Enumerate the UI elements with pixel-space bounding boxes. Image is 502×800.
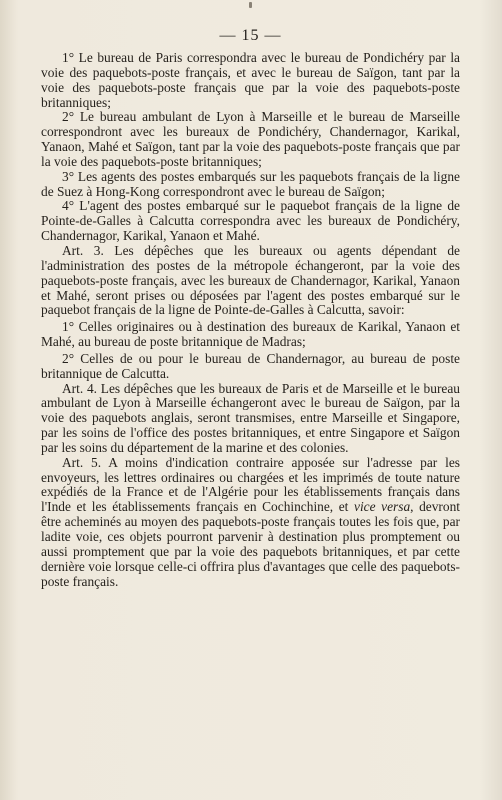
paragraph-2: 2° Le bureau ambulant de Lyon à Marseille et le bureau de Marseille correspondront avec les bureaux de Pondichéry, Chandernagor, Karikal, Yanaon, Mahé et Saïgon, tant par la voie des paquebots-poste français que par la voie des paquebots-poste britanniques; — [41, 109, 460, 169]
article-5-paragraph — [41, 456, 460, 590]
article-4-paragraph: Art. 4. Les dépêches que les bureaux de Paris et de Marseille et le bureau ambulant de Lyon à Marseille échangeront avec le bureau de Saïgon, par la voie des paquebots anglais, seront transmises, entre Marseille et Singapore, par les soins de l'office des postes britanniques, et entre Singapore et Saïgon par les soins du département de la marine et des colonies. — [41, 380, 460, 455]
article-5-text-before: Art. 5. A moins d'indication contraire apposée sur l'adresse par les envoyeurs, les lettres ordinaires ou chargées et les imprimés de toute nature expédiés de la France et de l'Algérie pour les établissements français dans l'Inde et les établissements français en Cochinchine, et — [41, 454, 460, 515]
top-ink-mark — [249, 2, 252, 8]
paragraph-article-3-item-2: 2° Celles de ou pour le bureau de Chandernagor, au bureau de poste britannique de Calcutta. — [41, 350, 460, 381]
page-number: — 15 — — [219, 27, 282, 44]
paragraph-1: 1° Le bureau de Paris correspondra avec le bureau de Pondichéry par la voie des paquebots-poste français, et avec le bureau de Saïgon, tant par la voie des paquebots-poste français que par la voie des paquebots-poste britanniques; — [41, 50, 460, 110]
article-5-text-after: , devront être acheminés au moyen des paquebots-poste français toutes les fois que, par ladite voie, ces objets pourront parvenir à destination plus promptement ou aussi promptement que par la voie des paquebots britanniques, et par cette dernière voie lorsque celle-ci offrira plus d'avantages que celle des paquebots-poste français. — [41, 499, 460, 589]
article-5-italic-phrase: vice versa — [354, 499, 411, 515]
paragraph-4: 4° L'agent des postes embarqué sur le paquebot français de la ligne de Pointe-de-Galles à Calcutta correspondra avec les bureaux de Pondichéry, Chandernagor, Karikal, Yanaon et Mahé. — [41, 198, 460, 244]
paragraph-3: 3° Les agents des postes embarqués sur les paquebots français de la ligne de Suez à Hong-Kong correspondront avec le bureau de Saïgon; — [41, 168, 460, 199]
paragraph-article-3-item-1: 1° Celles originaires ou à destination des bureaux de Karikal, Yanaon et Mahé, au bureau de poste britannique de Madras; — [41, 319, 460, 350]
article-3-paragraph: Art. 3. Les dépêches que les bureaux ou agents dépendant de l'administration des postes de la métropole échangeront, par la voie des paquebots-poste français, avec les bureaux de Chandernagor, Karikal, Yanaon et Mahé, seront prises ou déposées par l'agent des postes embarqué sur le paquebot français de la ligne de Pointe-de-Galles à Calcutta, savoir: — [41, 242, 460, 318]
